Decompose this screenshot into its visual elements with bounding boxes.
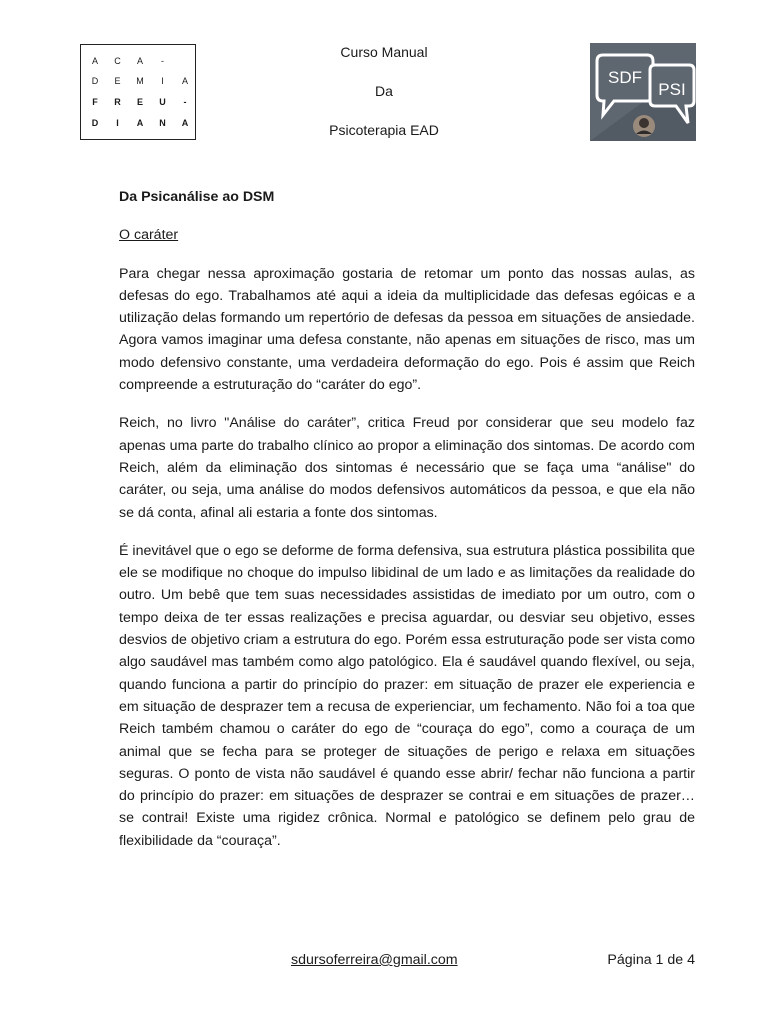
- logo-right-bubble-text: PSI: [658, 80, 686, 99]
- paragraph: É inevitável que o ego se deforme de forma defensiva, sua estrutura plástica possibilita que ele se modifique no choque do impulso libidinal de um lado e as limitações da realidade do outro. Um bebê que tem suas necessidades assistidas de imediato por um outro, com o tempo deixa de ter essas realizações e precisa aguardar, ou desviar seu objetivo, esses desvios de objetivo criam a estrutura do ego. Porém essa estruturação pode ser vista como algo saudável mas também como algo patológico. Ela é saudável quando flexível, ou seja, quando funciona a partir do princípio do prazer: em situação de prazer ele experiencia e em situação de desprazer tem a recusa de experienciar, um fechamento. Não foi a toa que Reich também chamou o caráter do ego de “couraça do ego”, como a couraça de um animal que se fecha para se proteger de situações de perigo e relaxa em situações seguras. O ponto de vista não saudável é quando esse abrir/ fechar não funciona a partir do princípio do prazer: em situações de desprazer se contrai e em situações de prazer… se contrai! Existe uma rigidez crônica. Normal e patológico se definem pelo grau de flexibilidade da “couraça”.: [119, 542, 695, 849]
- sdf-psi-logo: [590, 43, 696, 141]
- logo-letter: C: [114, 56, 121, 66]
- logo-letter: D: [91, 118, 99, 128]
- logo-left-bubble-text: SDF: [608, 68, 642, 87]
- logo-letter: N: [159, 118, 166, 128]
- logo-letter: A: [136, 118, 144, 128]
- footer-email-link[interactable]: sdursoferreira@gmail.com: [291, 952, 458, 968]
- logo-letter: I: [116, 118, 119, 128]
- logo-row-2: [88, 76, 192, 86]
- logo-letter: E: [114, 76, 121, 86]
- logo-letter: U: [159, 97, 166, 107]
- logo-letter: -: [161, 56, 164, 66]
- logo-top-rule: [80, 44, 196, 45]
- paragraph: Reich, no livro "Análise do caráter”, critica Freud por considerar que seu modelo faz apenas uma parte do trabalho clínico ao propor a eliminação dos sintomas. De acordo com Reich, além da eliminação dos sintomas é necessário que se faça uma “análise" do caráter, ou seja, uma análise do modos defensivos automáticos da pessoa, e que ela não se dá conta, afinal ali estaria a fonte dos sintomas.: [119, 415, 695, 521]
- logo-letter: M: [136, 76, 144, 86]
- logo-row-1: [88, 56, 192, 66]
- header-title-block: [250, 44, 518, 161]
- logo-letter: -: [183, 97, 187, 107]
- logo-letter: A: [136, 56, 143, 66]
- logo-row-3: [88, 97, 192, 107]
- paragraph: Para chegar nessa aproximação gostaria de retomar um ponto das nossas aulas, as defesas do ego. Trabalhamos até aqui a ideia da multiplicidade das defesas egóicas e a utilização delas formando um repertório de defesas da pessoa em situações de ansiedade. Agora vamos imaginar uma defesa constante, não apenas em situações de risco, mas um modo defensivo constante, uma verdadeira deformação do ego. Pois é assim que Reich compreende a estruturação do “caráter do ego”.: [119, 265, 695, 394]
- logo-bottom-rule: [80, 139, 196, 140]
- header-line-program: Psicoterapia EAD: [329, 122, 439, 138]
- logo-letter: I: [161, 76, 164, 86]
- logo-letter: F: [92, 97, 98, 107]
- page-number: Página 1 de 4: [607, 952, 695, 968]
- document-body: [119, 186, 695, 868]
- logo-letter: R: [114, 97, 121, 107]
- logo-letter: A: [181, 118, 189, 128]
- logo-row-4: [88, 118, 192, 128]
- logo-right-rule: [195, 44, 196, 140]
- speech-bubbles-icon: [590, 43, 696, 141]
- logo-letter: A: [91, 56, 98, 66]
- logo-letter: A: [181, 76, 188, 86]
- header-line-da: Da: [375, 83, 393, 99]
- logo-letter: E: [136, 97, 143, 107]
- academia-freudiana-logo: [80, 44, 196, 140]
- logo-left-rule: [80, 44, 81, 140]
- logo-letter: D: [91, 76, 99, 86]
- section-title: Da Psicanálise ao DSM: [119, 189, 275, 205]
- header-line-course: Curso Manual: [340, 44, 428, 60]
- section-subtitle: O caráter: [119, 227, 179, 244]
